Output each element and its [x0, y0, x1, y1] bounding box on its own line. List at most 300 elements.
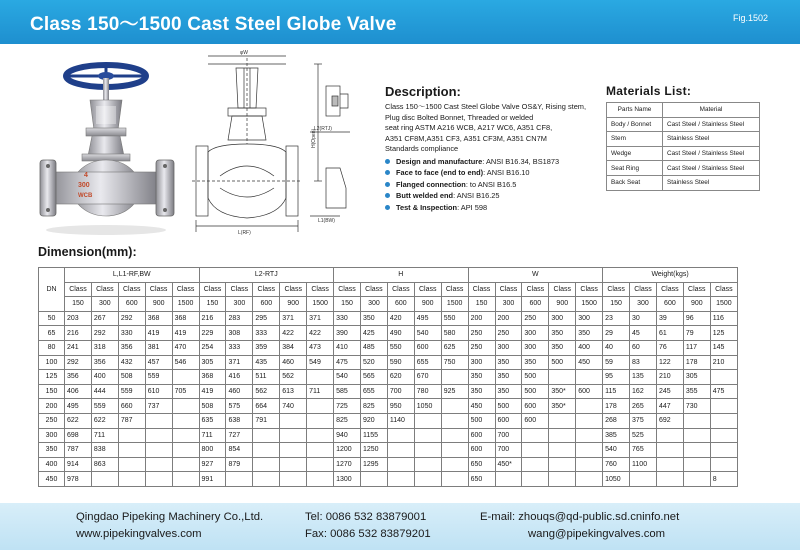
- table-cell: 350: [468, 370, 495, 385]
- table-cell: 470: [172, 340, 199, 355]
- class-value-cell: 300: [360, 297, 387, 312]
- table-cell: 650: [468, 457, 495, 472]
- table-cell: 460: [280, 355, 307, 370]
- table-cell: [576, 399, 603, 414]
- table-cell: 622: [65, 413, 92, 428]
- table-cell: Wedge: [607, 146, 663, 161]
- table-cell: 600: [468, 428, 495, 443]
- table-cell: 914: [65, 457, 92, 472]
- table-cell: 610: [145, 384, 172, 399]
- dn-cell: 125: [39, 370, 65, 385]
- table-cell: [549, 472, 576, 487]
- class-label-cell: Class: [414, 282, 441, 297]
- dn-cell: 150: [39, 384, 65, 399]
- table-cell: 390: [334, 326, 361, 341]
- materials-title: Materials List:: [606, 84, 692, 98]
- table-row: [607, 161, 760, 176]
- table-cell: 500: [522, 370, 549, 385]
- table-cell: 625: [441, 340, 468, 355]
- table-cell: 350: [495, 384, 522, 399]
- dn-cell: 450: [39, 472, 65, 487]
- table-cell: 854: [226, 443, 253, 458]
- table-cell: 333: [253, 326, 280, 341]
- table-cell: [710, 457, 737, 472]
- table-cell: [387, 443, 414, 458]
- table-cell: [387, 428, 414, 443]
- table-cell: [172, 457, 199, 472]
- table-cell: 39: [656, 311, 683, 326]
- class-value-cell: 900: [280, 297, 307, 312]
- table-cell: [683, 443, 710, 458]
- table-cell: 200: [495, 311, 522, 326]
- table-cell: 29: [603, 326, 630, 341]
- table-cell: 711: [91, 428, 118, 443]
- table-cell: [172, 443, 199, 458]
- table-cell: [576, 370, 603, 385]
- table-cell: [441, 443, 468, 458]
- table-cell: 268: [603, 413, 630, 428]
- dn-header: DN: [39, 268, 65, 312]
- class-label-cell: Class: [360, 282, 387, 297]
- table-cell: [441, 370, 468, 385]
- table-cell: 450*: [495, 457, 522, 472]
- table-cell: 638: [226, 413, 253, 428]
- table-cell: 216: [199, 311, 226, 326]
- table-cell: 540: [603, 443, 630, 458]
- table-cell: [307, 472, 334, 487]
- table-cell: 940: [334, 428, 361, 443]
- table-cell: Seat Ring: [607, 161, 663, 176]
- description-section: [385, 84, 610, 213]
- table-cell: 444: [91, 384, 118, 399]
- table-cell: [253, 472, 280, 487]
- dimension-label-l2: L2(RTJ): [314, 126, 332, 132]
- class-label-cell: Class: [387, 282, 414, 297]
- table-cell: 356: [118, 340, 145, 355]
- table-cell: [656, 443, 683, 458]
- table-cell: [145, 428, 172, 443]
- class-label-cell: Class: [549, 282, 576, 297]
- class-value-cell: 300: [495, 297, 522, 312]
- table-cell: [414, 428, 441, 443]
- table-cell: [441, 399, 468, 414]
- table-cell: 115: [603, 384, 630, 399]
- table-cell: [360, 472, 387, 487]
- table-cell: 1140: [387, 413, 414, 428]
- table-cell: 61: [656, 326, 683, 341]
- class-value-cell: 1500: [441, 297, 468, 312]
- table-cell: 508: [199, 399, 226, 414]
- table-cell: 650: [468, 472, 495, 487]
- table-cell: [414, 413, 441, 428]
- table-cell: Cast Steel / Stainless Steel: [663, 146, 760, 161]
- company-name: Qingdao Pipeking Machinery Co.,Ltd.: [76, 511, 264, 523]
- table-cell: 562: [280, 370, 307, 385]
- class-value-cell: 150: [334, 297, 361, 312]
- table-cell: 355: [683, 384, 710, 399]
- table-cell: 838: [91, 443, 118, 458]
- table-cell: [280, 443, 307, 458]
- class-label-cell: Class: [576, 282, 603, 297]
- table-cell: [172, 399, 199, 414]
- table-cell: [280, 428, 307, 443]
- table-cell: 485: [360, 340, 387, 355]
- class-value-cell: 600: [253, 297, 280, 312]
- table-cell: 300: [468, 355, 495, 370]
- table-cell: [172, 428, 199, 443]
- table-cell: 245: [656, 384, 683, 399]
- table-cell: [253, 457, 280, 472]
- table-cell: 292: [91, 326, 118, 341]
- table-cell: Cast Steel / Stainless Steel: [663, 117, 760, 132]
- table-cell: 565: [360, 370, 387, 385]
- table-cell: 800: [199, 443, 226, 458]
- table-cell: 511: [253, 370, 280, 385]
- table-cell: 95: [603, 370, 630, 385]
- table-cell: 580: [441, 326, 468, 341]
- table-cell: 384: [280, 340, 307, 355]
- table-cell: 500: [522, 384, 549, 399]
- standards-item: Design and manufacture: ANSI B16.34, BS1873: [385, 156, 610, 168]
- table-cell: 927: [199, 457, 226, 472]
- table-cell: [441, 457, 468, 472]
- table-cell: 978: [65, 472, 92, 487]
- table-cell: [118, 457, 145, 472]
- table-row: [39, 326, 738, 341]
- table-cell: 356: [65, 370, 92, 385]
- table-cell: 368: [172, 311, 199, 326]
- class-label-cell: Class: [603, 282, 630, 297]
- table-cell: 45: [630, 326, 657, 341]
- table-cell: 473: [307, 340, 334, 355]
- table-cell: 450: [468, 399, 495, 414]
- table-cell: 241: [65, 340, 92, 355]
- table-cell: [118, 443, 145, 458]
- table-cell: 79: [683, 326, 710, 341]
- table-cell: 406: [65, 384, 92, 399]
- table-cell: 559: [145, 370, 172, 385]
- table-cell: [172, 472, 199, 487]
- table-cell: [576, 428, 603, 443]
- standards-list: [385, 156, 610, 214]
- table-cell: [307, 457, 334, 472]
- email-link-secondary[interactable]: wang@pipekingvalves.com: [528, 528, 666, 540]
- table-cell: [683, 472, 710, 487]
- table-row: [39, 428, 738, 443]
- table-cell: 600: [414, 340, 441, 355]
- table-cell: [710, 413, 737, 428]
- group-header: H: [334, 268, 469, 283]
- table-cell: 30: [630, 311, 657, 326]
- description-line: Standards compliance: [385, 144, 459, 153]
- table-cell: 350: [549, 340, 576, 355]
- table-cell: 350: [495, 355, 522, 370]
- table-cell: 575: [226, 399, 253, 414]
- dn-cell: 300: [39, 428, 65, 443]
- table-cell: Stem: [607, 132, 663, 147]
- class-value-cell: 300: [226, 297, 253, 312]
- table-cell: 495: [65, 399, 92, 414]
- table-cell: 787: [118, 413, 145, 428]
- group-header: L,L1-RF,BW: [65, 268, 200, 283]
- table-cell: [522, 443, 549, 458]
- dn-cell: 350: [39, 443, 65, 458]
- table-cell: 330: [118, 326, 145, 341]
- table-cell: 368: [145, 311, 172, 326]
- class-label-cell: Class: [91, 282, 118, 297]
- table-cell: 525: [630, 428, 657, 443]
- table-cell: 825: [360, 399, 387, 414]
- table-cell: 700: [387, 384, 414, 399]
- class-value-cell: 900: [683, 297, 710, 312]
- table-cell: 1200: [334, 443, 361, 458]
- table-cell: [118, 428, 145, 443]
- table-cell: 585: [334, 384, 361, 399]
- table-cell: 550: [441, 311, 468, 326]
- standards-item: Face to face (end to end): ANSI B16.10: [385, 167, 610, 179]
- table-cell: 254: [199, 340, 226, 355]
- table-cell: 447: [656, 399, 683, 414]
- table-cell: Back Seat: [607, 175, 663, 190]
- table-cell: 1250: [360, 443, 387, 458]
- table-cell: 549: [307, 355, 334, 370]
- table-cell: [495, 472, 522, 487]
- table-cell: [118, 472, 145, 487]
- table-cell: [683, 428, 710, 443]
- table-cell: 664: [253, 399, 280, 414]
- dimension-table: [38, 267, 738, 487]
- table-cell: 475: [710, 384, 737, 399]
- class-label-cell: Class: [683, 282, 710, 297]
- class-value-cell: 900: [145, 297, 172, 312]
- table-cell: 740: [280, 399, 307, 414]
- dn-cell: 100: [39, 355, 65, 370]
- table-cell: 359: [253, 340, 280, 355]
- table-row: [607, 117, 760, 132]
- class-value-cell: 150: [468, 297, 495, 312]
- table-cell: 540: [334, 370, 361, 385]
- table-cell: 1050: [414, 399, 441, 414]
- table-cell: 457: [145, 355, 172, 370]
- class-label-cell: Class: [307, 282, 334, 297]
- table-cell: 96: [683, 311, 710, 326]
- class-label-cell: Class: [630, 282, 657, 297]
- table-cell: 660: [118, 399, 145, 414]
- table-cell: 178: [683, 355, 710, 370]
- description-line: Class 150～1500 Cast Steel Globe Valve OS&Y, Rising stem,: [385, 102, 587, 111]
- table-cell: 300: [522, 326, 549, 341]
- table-cell: 1155: [360, 428, 387, 443]
- technical-drawing: [190, 48, 375, 238]
- table-cell: 600: [495, 413, 522, 428]
- standards-item: Test & Inspection: API 598: [385, 202, 610, 214]
- table-cell: [145, 443, 172, 458]
- table-cell: [522, 472, 549, 487]
- table-cell: 350: [468, 384, 495, 399]
- table-cell: 711: [199, 428, 226, 443]
- table-cell: 117: [683, 340, 710, 355]
- table-cell: 8: [710, 472, 737, 487]
- class-label-cell: Class: [199, 282, 226, 297]
- table-cell: [710, 370, 737, 385]
- dn-cell: 200: [39, 399, 65, 414]
- table-cell: 655: [360, 384, 387, 399]
- table-cell: 381: [145, 340, 172, 355]
- table-cell: 122: [656, 355, 683, 370]
- class-label-cell: Class: [172, 282, 199, 297]
- table-cell: 350: [522, 355, 549, 370]
- table-cell: 371: [280, 311, 307, 326]
- table-cell: [387, 472, 414, 487]
- column-header: Parts Name: [607, 103, 663, 118]
- table-row: [39, 457, 738, 472]
- table-cell: 991: [199, 472, 226, 487]
- table-cell: 490: [387, 326, 414, 341]
- table-cell: [656, 428, 683, 443]
- dimension-label-w: φW: [240, 50, 248, 56]
- table-cell: 700: [495, 443, 522, 458]
- table-cell: 250: [468, 326, 495, 341]
- table-cell: [172, 413, 199, 428]
- description-line: seat ring ASTM A216 WCB, A217 WC6, A351 CF8,: [385, 123, 553, 132]
- dn-cell: 65: [39, 326, 65, 341]
- table-cell: 1100: [630, 457, 657, 472]
- email-link-primary[interactable]: E-mail: zhouqs@qd-public.sd.cninfo.net: [480, 511, 680, 523]
- page-title: Class 150～1500 Cast Steel Globe Valve: [30, 14, 397, 35]
- footer: [0, 503, 800, 550]
- table-cell: 419: [199, 384, 226, 399]
- table-cell: 655: [414, 355, 441, 370]
- table-cell: 350: [576, 326, 603, 341]
- table-cell: 350*: [549, 384, 576, 399]
- table-cell: Stainless Steel: [663, 175, 760, 190]
- table-cell: 590: [387, 355, 414, 370]
- table-cell: 450: [576, 355, 603, 370]
- table-cell: 318: [91, 340, 118, 355]
- standards-item: Flanged connection: to ANSI B16.5: [385, 179, 610, 191]
- class-label-cell: Class: [145, 282, 172, 297]
- table-cell: [253, 428, 280, 443]
- table-cell: 333: [226, 340, 253, 355]
- table-cell: 879: [226, 457, 253, 472]
- table-cell: 300: [549, 311, 576, 326]
- table-cell: Cast Steel / Stainless Steel: [663, 161, 760, 176]
- table-cell: 635: [199, 413, 226, 428]
- dimension-label-l1: L1(BW): [318, 218, 335, 224]
- table-cell: [576, 443, 603, 458]
- table-cell: [549, 370, 576, 385]
- table-cell: 292: [65, 355, 92, 370]
- table-cell: 730: [683, 399, 710, 414]
- table-cell: 250: [468, 340, 495, 355]
- class-value-cell: 300: [630, 297, 657, 312]
- table-cell: 562: [253, 384, 280, 399]
- table-cell: 925: [441, 384, 468, 399]
- dimension-title: Dimension(mm):: [38, 245, 137, 259]
- table-cell: [656, 472, 683, 487]
- group-header: W: [468, 268, 603, 283]
- table-cell: [145, 413, 172, 428]
- table-row: [607, 146, 760, 161]
- table-header-row: [39, 268, 738, 283]
- table-cell: 692: [656, 413, 683, 428]
- table-cell: 425: [360, 326, 387, 341]
- table-cell: [172, 370, 199, 385]
- table-cell: 460: [226, 384, 253, 399]
- table-row: [607, 175, 760, 190]
- table-cell: 1270: [334, 457, 361, 472]
- table-cell: 250: [495, 326, 522, 341]
- table-cell: 825: [334, 413, 361, 428]
- class-value-cell: 900: [549, 297, 576, 312]
- table-cell: [414, 443, 441, 458]
- table-cell: 540: [414, 326, 441, 341]
- class-value-cell: 1500: [172, 297, 199, 312]
- table-cell: 330: [334, 311, 361, 326]
- website-link[interactable]: www.pipekingvalves.com: [76, 528, 202, 540]
- dn-cell: 250: [39, 413, 65, 428]
- class-label-cell: Class: [253, 282, 280, 297]
- table-cell: 765: [630, 443, 657, 458]
- table-cell: 787: [65, 443, 92, 458]
- table-cell: 59: [603, 355, 630, 370]
- table-cell: [307, 399, 334, 414]
- description-line: Plug disc Bolted Bonnet, Threaded or welded: [385, 112, 534, 122]
- table-cell: [441, 428, 468, 443]
- table-cell: [710, 428, 737, 443]
- table-cell: 780: [414, 384, 441, 399]
- table-cell: 203: [65, 311, 92, 326]
- table-cell: 419: [145, 326, 172, 341]
- table-cell: 125: [710, 326, 737, 341]
- table-cell: 600: [468, 443, 495, 458]
- table-row: [39, 355, 738, 370]
- table-cell: [307, 428, 334, 443]
- table-header-row: [39, 282, 738, 297]
- table-cell: 283: [226, 311, 253, 326]
- table-row: [39, 443, 738, 458]
- class-label-cell: Class: [65, 282, 92, 297]
- table-cell: 305: [199, 355, 226, 370]
- table-cell: [414, 472, 441, 487]
- table-cell: [630, 472, 657, 487]
- class-value-cell: 1500: [576, 297, 603, 312]
- table-cell: [253, 443, 280, 458]
- class-value-cell: 150: [603, 297, 630, 312]
- table-cell: Body / Bonnet: [607, 117, 663, 132]
- table-cell: 410: [334, 340, 361, 355]
- table-cell: [441, 472, 468, 487]
- description-body: [385, 102, 610, 155]
- table-cell: 350: [549, 326, 576, 341]
- standards-item: Butt welded end: ANSI B16.25: [385, 190, 610, 202]
- table-cell: 385: [603, 428, 630, 443]
- class-value-cell: 1500: [307, 297, 334, 312]
- table-cell: [522, 428, 549, 443]
- valve-photo: [38, 60, 188, 240]
- table-cell: 116: [710, 311, 737, 326]
- casting-mark-class: 300: [78, 182, 90, 189]
- table-cell: 550: [387, 340, 414, 355]
- table-cell: Stainless Steel: [663, 132, 760, 147]
- table-cell: 920: [360, 413, 387, 428]
- dimension-label-l: L(RF): [238, 230, 251, 236]
- table-cell: [549, 443, 576, 458]
- table-cell: [280, 472, 307, 487]
- table-cell: 400: [91, 370, 118, 385]
- table-cell: 422: [280, 326, 307, 341]
- class-value-cell: 600: [118, 297, 145, 312]
